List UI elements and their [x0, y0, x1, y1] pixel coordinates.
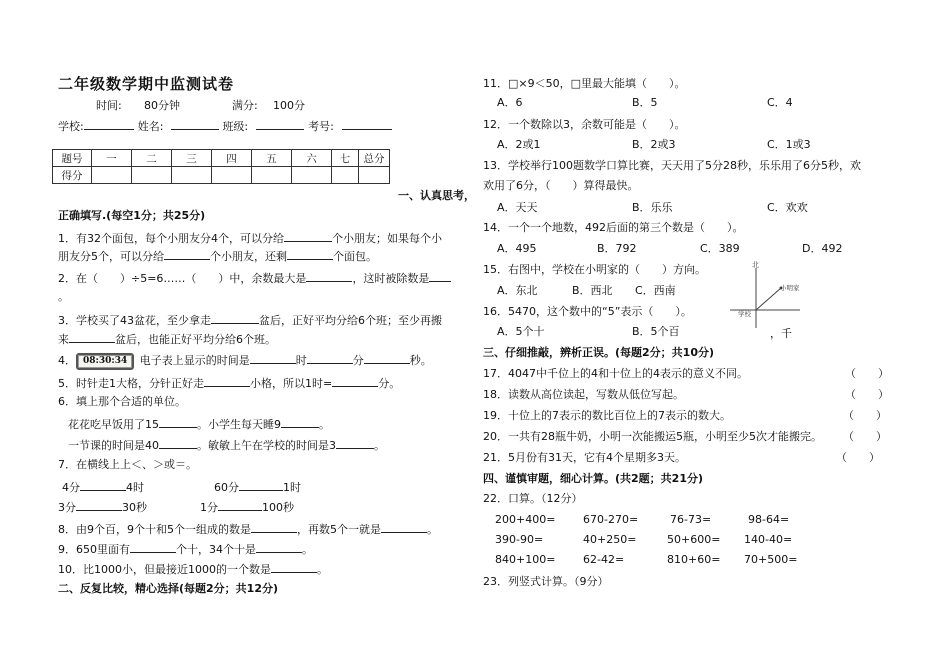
q11-option-a[interactable]: A．6 [497, 96, 523, 109]
score-header-cell: 一 [92, 150, 132, 167]
time-value: 80分钟 [144, 99, 180, 112]
oral-calc-item: 62-42= [583, 553, 625, 566]
q16-option-a[interactable]: A．5个十 [497, 325, 545, 338]
score-cell[interactable] [332, 167, 359, 184]
q11-option-c[interactable]: C．4 [767, 96, 793, 109]
question-18: 18．读数从高位读起，写数从低位写起。 [483, 388, 684, 401]
q4-blank-2[interactable] [307, 352, 353, 364]
question-21: 21．5月份有31天，它有4个星期多3天。 [483, 451, 686, 464]
q10-blank[interactable] [271, 561, 317, 573]
page-title: 二年级数学期中监测试卷 [58, 75, 235, 93]
section4-title: 四、谨慎审题，细心计算。(共2题；共21分) [483, 472, 704, 485]
class-field[interactable] [256, 118, 304, 130]
q15-option-c[interactable]: C．西南 [635, 284, 676, 297]
score-header-cell: 六 [292, 150, 332, 167]
oral-calc-item: 390-90= [495, 533, 544, 546]
question-6-line-2: 一节课的时间是40 。敏敏上午在学校的时间是3 。 [68, 439, 385, 452]
oral-calc-item: 810+60= [667, 553, 721, 566]
question-2: 2．在（ ）÷5=6……（ ）中，余数最大是 ，这时被除数是 [58, 270, 451, 286]
name-label: 姓名: [137, 120, 164, 133]
q6-blank-4[interactable] [336, 437, 374, 449]
q15-option-b[interactable]: B．西北 [572, 284, 613, 297]
question-4: 4． 08:30:34 电子表上显示的时间是 时 分 秒。 [58, 352, 432, 370]
question-20: 20．一共有28瓶牛奶，小明一次能搬运5瓶，小明至少5次才能搬完。 [483, 430, 822, 443]
q7-compare-4: 1分 100秒 [200, 501, 294, 514]
oral-calc-item: 200+400= [495, 513, 556, 526]
q8-blank-2[interactable] [381, 521, 427, 533]
score-cell[interactable] [132, 167, 172, 184]
q7-compare-3: 3分 30秒 [58, 501, 147, 514]
question-7: 7．在横线上上＜、＞或＝。 [58, 458, 197, 471]
score-header-cell: 七 [332, 150, 359, 167]
score-header-cell: 总分 [359, 150, 390, 167]
map-north-label: 北 [752, 261, 759, 269]
school-label: 学校: [58, 120, 84, 133]
question-14: 14．一个一个地数，492后面的第三个数是（ ）。 [483, 221, 744, 234]
class-label: 班级: [222, 120, 249, 133]
direction-ray [756, 288, 781, 310]
q14-option-c[interactable]: C．389 [700, 242, 740, 255]
digital-clock: 08:30:34 [76, 353, 134, 370]
score-row-label: 得分 [53, 167, 92, 184]
question-5: 5．时针走1大格，分针正好走 小格，所以1时= 分。 [58, 377, 401, 390]
map-home-label: 小明家 [780, 284, 800, 292]
q17-answer-paren[interactable]: （ ） [845, 367, 889, 380]
number-field[interactable] [342, 118, 392, 130]
oral-calc-item: 50+600= [667, 533, 721, 546]
question-19: 19．十位上的7表示的数比百位上的7表示的数大。 [483, 409, 731, 422]
q13-option-b[interactable]: B．乐乐 [632, 201, 673, 214]
q1-blank-1[interactable] [284, 230, 332, 242]
oral-calc-item: 76-73= [670, 513, 712, 526]
question-13-line-1: 13．学校举行100题数学口算比赛，天天用了5分28秒，乐乐用了6分5秒，欢 [483, 159, 861, 172]
q13-option-a[interactable]: A．天天 [497, 201, 538, 214]
oral-calc-item: 40+250= [583, 533, 637, 546]
q19-answer-paren[interactable]: （ ） [843, 409, 887, 422]
question-2-end: 。 [58, 290, 69, 303]
name-field[interactable] [171, 118, 219, 130]
oral-calc-item: 840+100= [495, 553, 556, 566]
q12-option-b[interactable]: B．2或3 [632, 138, 676, 151]
score-cell[interactable] [172, 167, 212, 184]
q16-option-c-partial: ，千 [770, 327, 792, 340]
score-cell[interactable] [212, 167, 252, 184]
oral-calc-item: 98-64= [748, 513, 790, 526]
question-3-line-2: 来 盆后，也能正好平均分给6个班。 [58, 333, 276, 346]
score-cell[interactable] [92, 167, 132, 184]
oral-calc-item: 70+500= [744, 553, 798, 566]
score-header-cell: 五 [252, 150, 292, 167]
direction-map [725, 258, 815, 330]
q7-compare-2: 60分 1时 [214, 481, 301, 494]
question-13-line-2: 欢用了6分，（ ）算得最快。 [483, 179, 639, 192]
q1-blank-3[interactable] [287, 248, 333, 260]
score-cell[interactable] [292, 167, 332, 184]
score-table-score-row [53, 167, 390, 184]
q6-blank-3[interactable] [159, 437, 197, 449]
full-score-label: 满分: [232, 99, 258, 112]
q4-blank-1[interactable] [250, 352, 296, 364]
q1-blank-2[interactable] [164, 248, 210, 260]
q14-option-d[interactable]: D．492 [802, 242, 843, 255]
q3-blank-2[interactable] [69, 331, 115, 343]
question-3-line-1: 3．学校买了43盆花，至少拿走 盆后，正好平均分给6个班；至少再搬 [58, 314, 442, 327]
score-table [52, 149, 390, 184]
q20-answer-paren[interactable]: （ ） [843, 430, 887, 443]
number-label: 考号: [308, 120, 334, 133]
q7-blank[interactable] [76, 499, 122, 511]
q16-option-b[interactable]: B．5个百 [632, 325, 680, 338]
score-header-cell: 四 [212, 150, 252, 167]
q5-blank-1[interactable] [204, 375, 250, 387]
question-10: 10．比1000小，但最接近1000的一个数是 。 [58, 563, 328, 576]
q2-blank-2[interactable] [429, 270, 451, 282]
section2-title: 二、反复比较，精心选择(每题2分；共12分) [58, 582, 279, 595]
score-cell[interactable] [252, 167, 292, 184]
question-6-line-1: 花花吃早饭用了15 。小学生每天睡9 。 [68, 418, 330, 431]
q7-blank[interactable] [80, 479, 126, 491]
question-11: 11．□×9＜50，□里最大能填（ ）。 [483, 77, 686, 90]
oral-calc-item: 140-40= [744, 533, 793, 546]
score-header-cell: 题号 [53, 150, 92, 167]
q4-blank-3[interactable] [364, 352, 410, 364]
q18-answer-paren[interactable]: （ ） [845, 388, 889, 401]
q13-option-c[interactable]: C．欢欢 [767, 201, 808, 214]
score-header-cell: 二 [132, 150, 172, 167]
question-1-line-2: 朋友分5个，可以分给 个小朋友，还剩 个面包。 [58, 250, 377, 263]
question-22: 22．口算。（12分） [483, 492, 583, 505]
q12-option-a[interactable]: A．2或1 [497, 138, 541, 151]
q9-blank-1[interactable] [130, 541, 176, 553]
score-header-cell: 三 [172, 150, 212, 167]
q15-option-a[interactable]: A．东北 [497, 284, 538, 297]
q11-option-b[interactable]: B．5 [632, 96, 658, 109]
question-12: 12．一个数除以3，余数可能是（ ）。 [483, 118, 686, 131]
score-cell[interactable] [359, 167, 390, 184]
school-field[interactable] [84, 118, 134, 130]
question-17: 17．4047中千位上的4和十位上的4表示的意义不同。 [483, 367, 748, 380]
question-16: 16．5470，这个数中的“5”表示（ ）。 [483, 305, 692, 318]
q7-blank[interactable] [218, 499, 262, 511]
question-6: 6．填上那个合适的单位。 [58, 395, 186, 408]
question-8: 8．由9个百，9个十和5个一组成的数是 ，再数5个一就是 。 [58, 523, 438, 536]
score-table-header-row [53, 150, 390, 167]
question-23: 23．列竖式计算。（9分） [483, 575, 609, 588]
q9-blank-2[interactable] [256, 541, 302, 553]
q6-blank-1[interactable] [159, 416, 197, 428]
q14-option-b[interactable]: B．792 [597, 242, 637, 255]
oral-calc-item: 670-270= [583, 513, 639, 526]
full-score-value: 100分 [273, 99, 305, 112]
q8-blank-1[interactable] [251, 521, 297, 533]
q2-blank-1[interactable] [306, 270, 352, 282]
time-label: 时间: [96, 99, 122, 112]
map-school-label: 学校 [738, 310, 751, 318]
question-15: 15．右图中，学校在小明家的（ ）方向。 [483, 263, 706, 276]
q7-blank[interactable] [239, 479, 283, 491]
q21-answer-paren[interactable]: （ ） [836, 451, 880, 464]
section3-title: 三、仔细推敲，辨析正误。(每题2分；共10分) [483, 346, 715, 359]
question-1-line-1: 1．有32个面包，每个小朋友分4个，可以分给 个小朋友；如果每个小 [58, 232, 442, 245]
q6-blank-2[interactable] [281, 416, 319, 428]
q12-option-c[interactable]: C．1或3 [767, 138, 811, 151]
q3-blank-1[interactable] [211, 312, 259, 324]
question-9: 9．650里面有 个十，34个十是 。 [58, 543, 313, 556]
q14-option-a[interactable]: A．495 [497, 242, 537, 255]
q7-compare-1: 4分 4时 [62, 481, 144, 494]
student-info [58, 118, 392, 134]
q5-blank-2[interactable] [332, 375, 378, 387]
section1-title-part-a: 一、认真思考， [398, 189, 475, 202]
section1-title-part-b: 正确填写.(每空1分；共25分) [58, 209, 206, 222]
